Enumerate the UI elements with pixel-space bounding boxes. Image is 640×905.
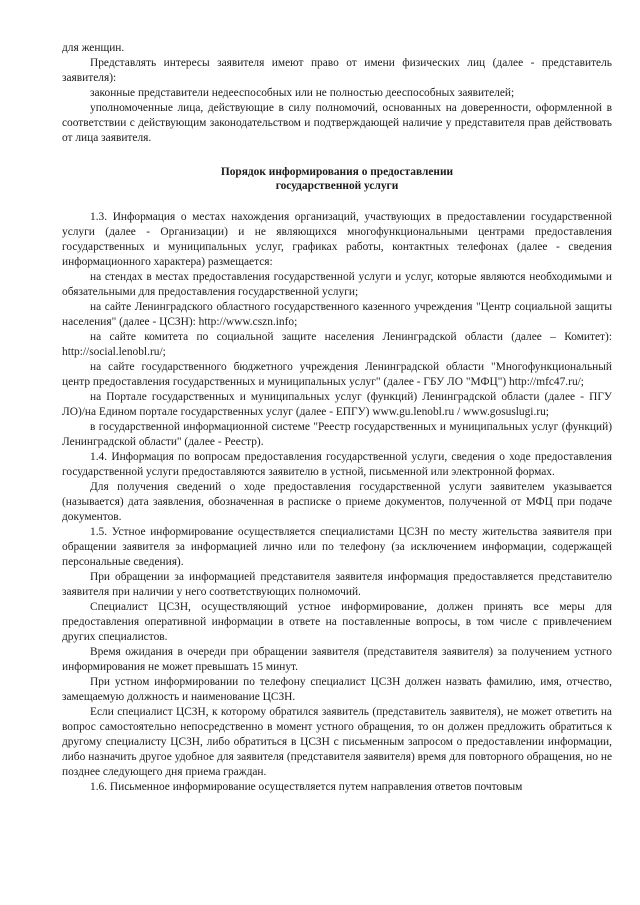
- section-heading-line-1: Порядок информирования о предоставлении: [220, 166, 454, 178]
- paragraph-stands: на стендах в местах предоставления государственной услуги и услуг, которые являются необходимыми и обязательными для предоставления государственной услуги;: [62, 271, 612, 298]
- paragraph-continuation: для женщин.: [62, 42, 125, 54]
- paragraph-authorized-persons: уполномоченные лица, действующие в силу полномочий, основанных на доверенности, оформленной в соответствии с действующим законодательством и подтверждающей наличие у представителя прав действовать от лица заявителя.: [62, 102, 612, 144]
- paragraph-legal-representatives: законные представители недееспособных или не полностью дееспособных заявителей;: [90, 87, 515, 99]
- paragraph-waiting-time: Время ожидания в очереди при обращении заявителя (представителя заявителя) за получением устного информирования не может превышать 15 минут.: [62, 646, 612, 673]
- paragraph-specialist-duties: Специалист ЦСЗН, осуществляющий устное информирование, должен принять все меры для предоставления оперативной информации в ответе на поставленные вопросы, в том числе с привлечением других специалистов.: [62, 601, 612, 643]
- paragraph-1-6: 1.6. Письменное информирование осуществляется путем направления ответов почтовым: [90, 781, 523, 793]
- paragraph-1-3: 1.3. Информация о местах нахождения организаций, участвующих в предоставлении государственной услуги (далее - Организации) и не являющихся многофункциональными центрами предоставления государственных и муниципальных услуг, графиках работы, контактных телефонах (далее - сведения информационного характера) размещается:: [62, 211, 612, 268]
- paragraph-1-4: 1.4. Информация по вопросам предоставления государственной услуги, сведения о ходе предоставления государственной услуги предоставляются заявителю в устной, письменной или электронной формах.: [62, 451, 612, 478]
- paragraph-1-5: 1.5. Устное информирование осуществляется специалистами ЦСЗН по месту жительства заявителя при обращении заявителя за информацией лично или по телефону (за исключением информации, содержащей персональные сведения).: [62, 526, 612, 568]
- paragraph-registry: в государственной информационной системе "Реестр государственных и муниципальных услуг (функций) Ленинградской области" (далее - Реестр).: [62, 421, 612, 448]
- paragraph-portal: на Портале государственных и муниципальных услуг (функций) Ленинградской области (далее - ПГУ ЛО)/на Едином портале государственных услуг (далее - ЕПГУ) www.gu.lenobl.ru / www.gosuslugi.ru;: [62, 391, 612, 418]
- paragraph-representatives: Представлять интересы заявителя имеют право от имени физических лиц (далее - представитель заявителя):: [62, 57, 612, 84]
- paragraph-representative-info: При обращении за информацией представителя заявителя информация предоставляется представителю заявителя при наличии у него соответствующих полномочий.: [62, 571, 612, 598]
- paragraph-redirect: Если специалист ЦСЗН, к которому обратился заявитель (представитель заявителя), не может ответить на вопрос самостоятельно непосредственно в момент устного обращения, то он должен предложить обратиться к другому специалисту ЦСЗН, либо обратиться в ЦСЗН с письменным запросом о предоставлении информации, либо назначить другое удобное для заявителя (представителя заявителя) время для повторного обращения, но не позднее следующего дня приема граждан.: [62, 706, 612, 778]
- section-heading: [62, 165, 612, 193]
- paragraph-cszn-site: на сайте Ленинградского областного государственного казенного учреждения "Центр социальной защиты населения" (далее - ЦСЗН): http://www.cszn.info;: [62, 301, 612, 328]
- section-heading-line-2: государственной услуги: [275, 180, 399, 192]
- paragraph-committee-site: на сайте комитета по социальной защите населения Ленинградской области (далее – Комитет): http://social.lenobl.ru/;: [62, 331, 612, 358]
- paragraph-status-info: Для получения сведений о ходе предоставления государственной услуги заявителем указывается (называется) дата заявления, обозначенная в расписке о приеме документов, полученной от МФЦ при подаче документов.: [62, 481, 612, 523]
- paragraph-mfc-site: на сайте государственного бюджетного учреждения Ленинградской области "Многофункциональный центр предоставления государственных и муниципальных услуг" (далее - ГБУ ЛО "МФЦ") http://mfc47.ru/;: [62, 361, 612, 388]
- paragraph-phone-info: При устном информировании по телефону специалист ЦСЗН должен назвать фамилию, имя, отчество, замещаемую должность и наименование ЦСЗН.: [62, 676, 612, 703]
